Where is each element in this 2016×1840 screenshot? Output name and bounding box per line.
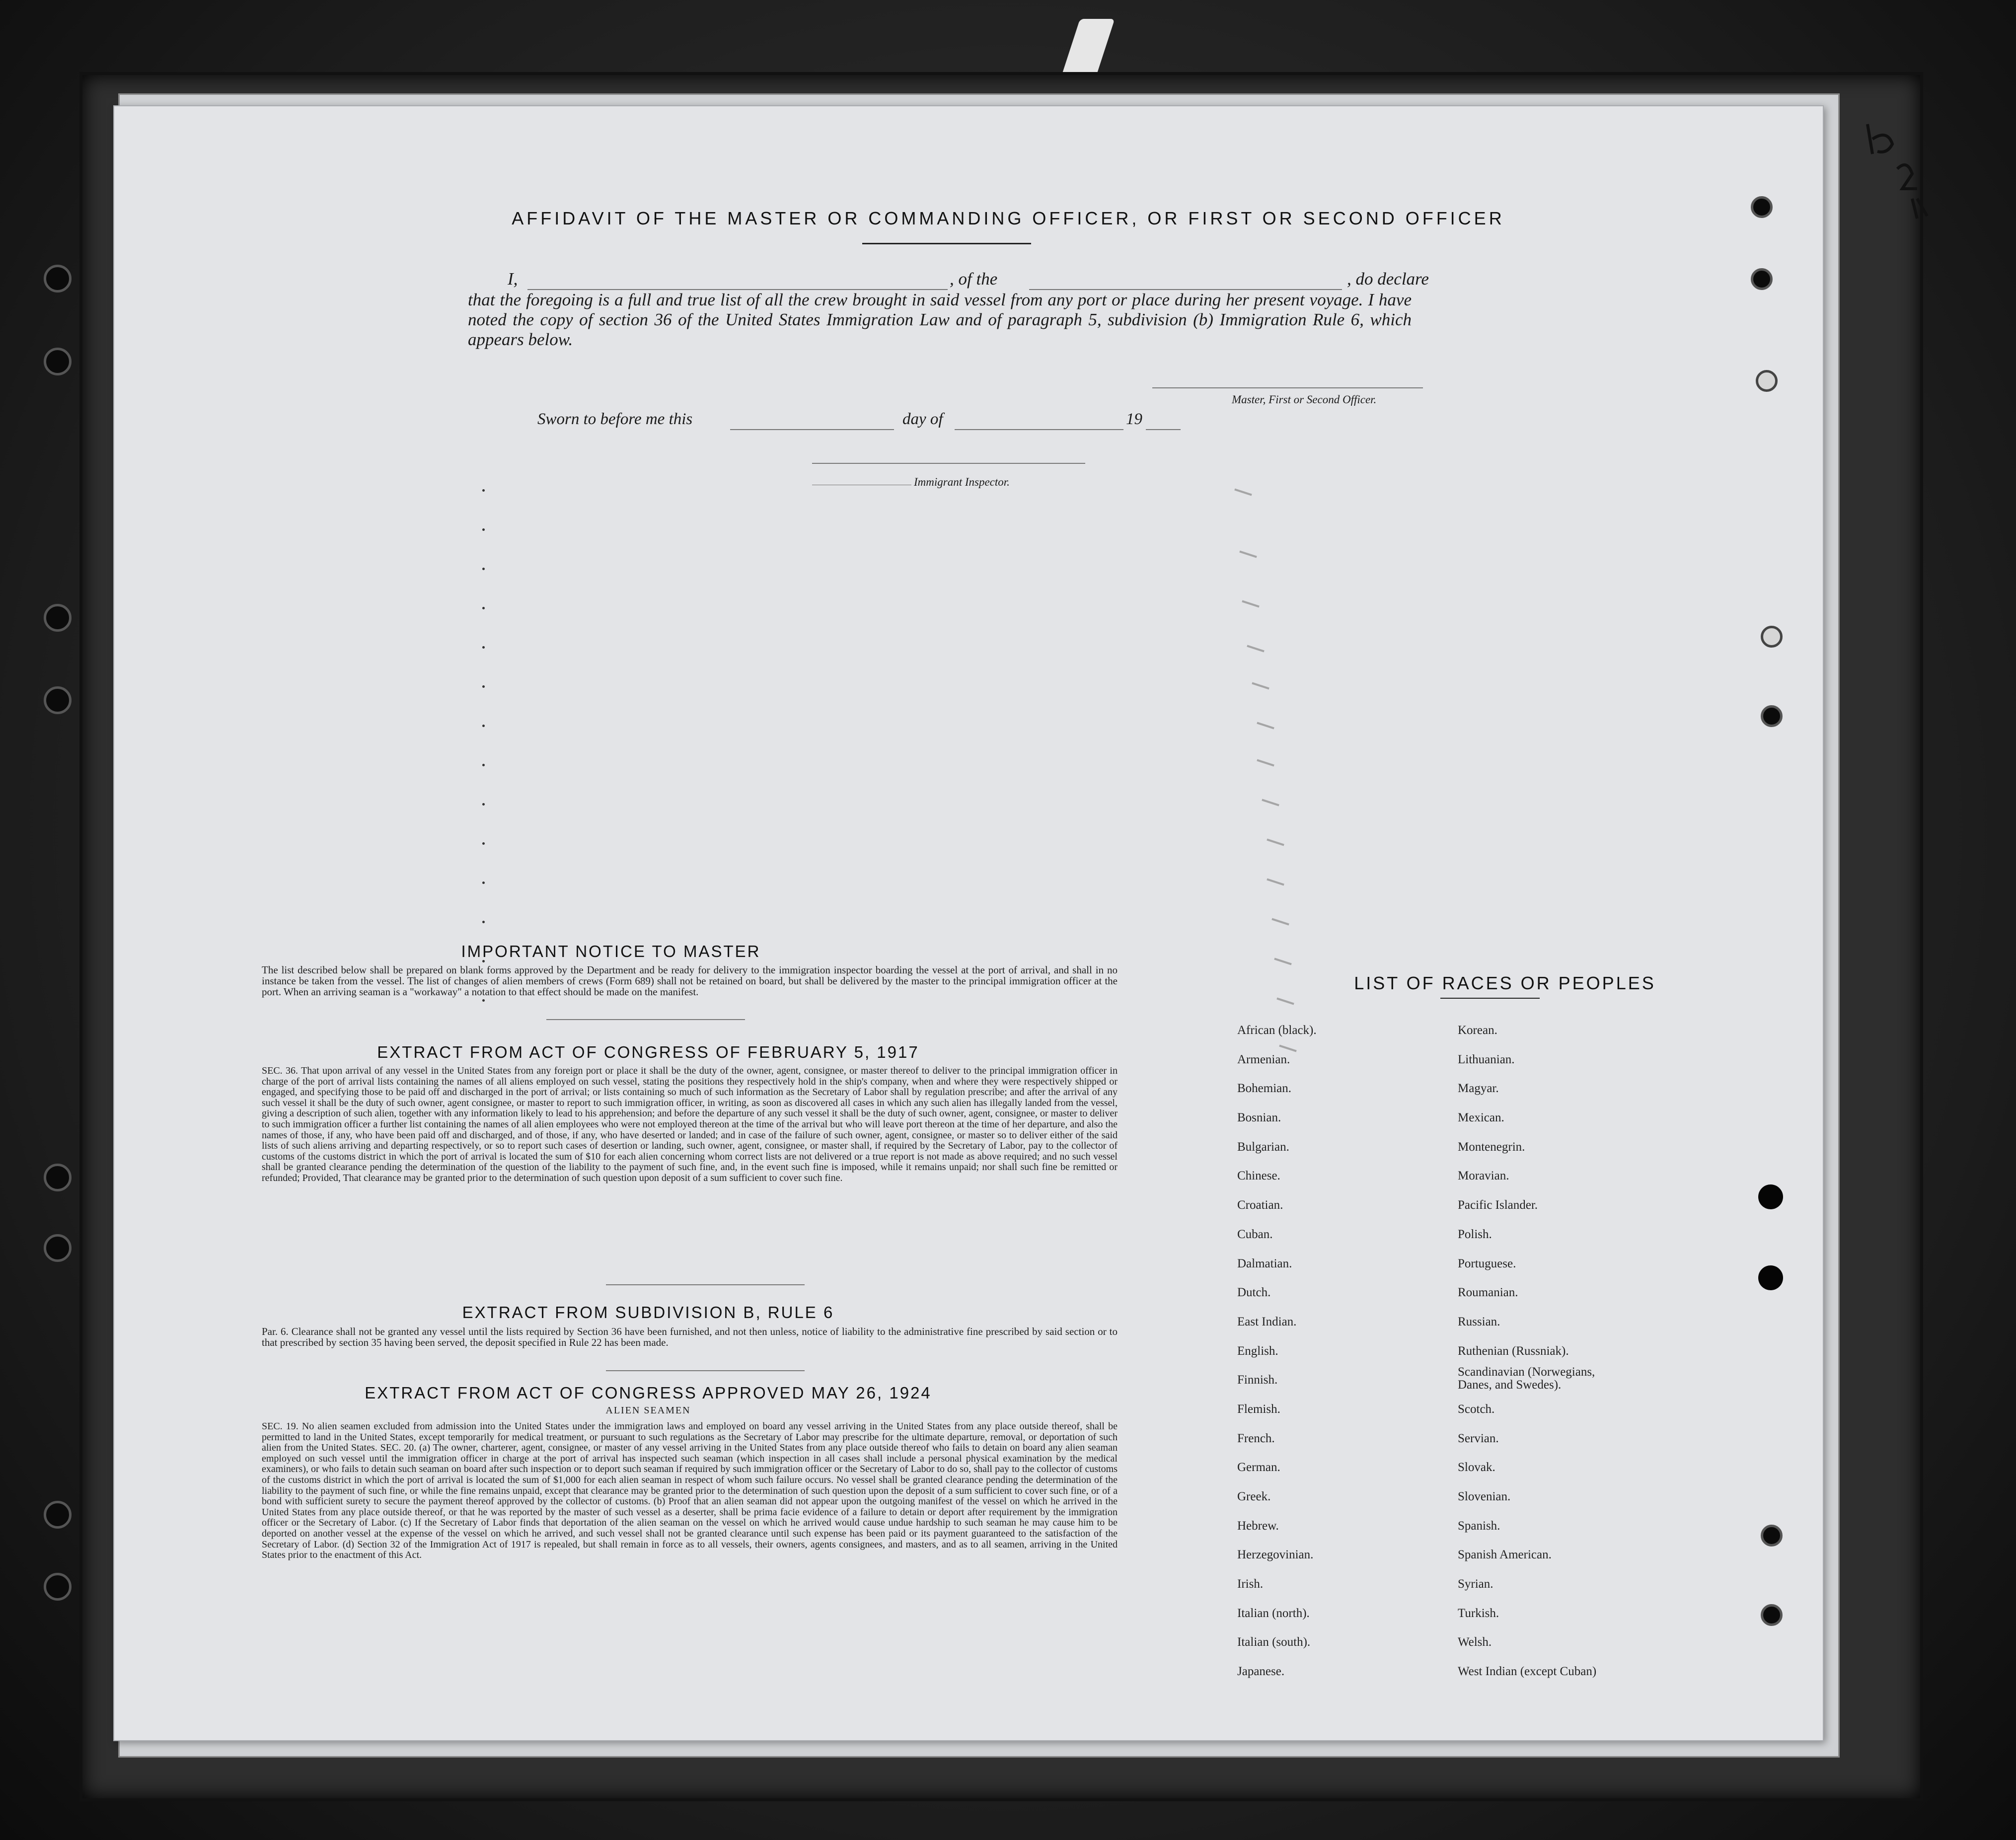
punch-hole xyxy=(1761,626,1783,648)
affidavit-title-rule xyxy=(862,243,1031,244)
race-item: East Indian. xyxy=(1237,1315,1297,1328)
binder-hole xyxy=(44,1573,72,1601)
race-item: Portuguese. xyxy=(1458,1256,1516,1270)
race-item: English. xyxy=(1237,1344,1278,1358)
extract-1917-rule xyxy=(606,1284,805,1285)
race-item: West Indian (except Cuban) xyxy=(1458,1665,1597,1679)
race-item: Montenegrin. xyxy=(1458,1140,1525,1154)
race-item: Bulgarian. xyxy=(1237,1140,1289,1154)
race-item: Armenian. xyxy=(1237,1052,1290,1066)
race-item: Slovak. xyxy=(1458,1461,1495,1474)
race-item: Syrian. xyxy=(1458,1577,1493,1591)
race-item: Spanish. xyxy=(1458,1519,1500,1533)
extract-1924-text: SEC. 19. No alien seamen excluded from admission into the United States under the immigration laws and employed on board any vessel arriving in the United States from any place outside thereof, shall be permitted to land in the United States, except temporarily for medical treatment, or pursuant to such regulations as the Secretary of Labor may prescribe for the ultimate departure, removal, or deportation of such alien from the United States. SEC. 20. (a) The owner, charterer, agent, consignee, or master of any vessel arriving in the United States from any place outside thereof who fails to detain on board any alien seaman employed on such vessel until the immigration officer in charge at the port of arrival has inspected such seaman (which inspection in all cases shall include a personal physical examination by the medical examiners), or who fails to detain such seaman on board after such inspection or to deport such seaman if required by such immigration officer or the Secretary of Labor to do so, shall pay to the collector of customs of the customs district in which the port of arrival is located the sum of $1,000 for each alien seaman in respect of whom such failure occurs. No vessel shall be granted clearance pending the determination of the liability to the payment of such fine, or while the fine remains unpaid, except that clearance may be granted prior to the determination of such question upon the deposit of a sum sufficient to cover such fine, or of a bond with sufficient surety to secure the payment thereof approved by the collector of customs. (b) Proof that an alien seaman did not appear upon the outgoing manifest of the vessel on which he arrived in the United States from any place outside thereof, or that he was reported by the master of such vessel as a deserter, shall be prima facie evidence of a failure to detain or deport after requirement by the immigration officer or the Secretary of Labor. (c) If the Secretary of Labor finds that deportation of the alien seaman on the vessel on which he arrived would cause undue hardship to such seaman he may cause him to be deported on another vessel at the expense of the vessel on which he arrived, and such vessel shall not be granted clearance until such expense has been paid or its payment guaranteed to the satisfaction of the Secretary of Labor. (d) Section 32 of the Immigration Act of 1917 is repealed, but shall remain in force as to all vessels, their owners, agents consignees, and masters, and as to all seamen, arriving in the United States prior to the enactment of this Act. xyxy=(262,1421,1118,1561)
race-item: Magyar. xyxy=(1458,1082,1499,1096)
punch-hole xyxy=(1761,705,1783,727)
race-item: French. xyxy=(1237,1431,1275,1445)
race-item: Lithuanian. xyxy=(1458,1052,1515,1066)
notice-text: The list described below shall be prepared on blank forms approved by the Department and be ready for delivery to the immigration inspector boarding the vessel at the port of arrival, and shall in no instance be taken from the vessel. The list of changes of alien members of crews (Form 689) shall not be retained on board, but shall be delivered by the master to the principal immigration officer at the port. When an arriving seaman is a "workaway" a notation to that effect should be made on the manifest. xyxy=(262,964,1118,998)
race-item: Italian (north). xyxy=(1237,1606,1310,1620)
manifest-page xyxy=(113,105,1824,1741)
sworn-month-blank[interactable] xyxy=(955,429,1123,430)
races-column-2 xyxy=(1458,1016,1627,1687)
extract-1924-title: EXTRACT FROM ACT OF CONGRESS APPROVED MAY 26, 1924 xyxy=(365,1384,932,1402)
margin-dot xyxy=(482,764,485,766)
race-item: African (black). xyxy=(1237,1024,1317,1037)
races-column-1 xyxy=(1237,1016,1317,1687)
punch-hole xyxy=(1756,370,1778,392)
binder-hole xyxy=(44,1501,72,1529)
binder-hole xyxy=(44,604,72,632)
races-title: LIST OF RACES OR PEOPLES xyxy=(1354,973,1656,993)
rule6-text: Par. 6. Clearance shall not be granted any vessel until the lists required by Section 36 have been furnished, and not then unless, notice of liability to the administrative fine prescribed by said section or to that prescribed by section 35 having been served, the deposit specified in Rule 22 has been made. xyxy=(262,1325,1118,1348)
faint-mark xyxy=(1252,682,1269,690)
notice-title: IMPORTANT NOTICE TO MASTER xyxy=(461,942,761,960)
race-item: Servian. xyxy=(1458,1431,1499,1445)
race-item: Turkish. xyxy=(1458,1606,1499,1620)
notice-rule xyxy=(546,1019,745,1020)
faint-mark xyxy=(1239,551,1257,558)
master-caption: Master, First or Second Officer. xyxy=(1232,393,1377,406)
race-item: Polish. xyxy=(1458,1227,1492,1241)
race-item: Ruthenian (Russniak). xyxy=(1458,1344,1569,1358)
margin-dot xyxy=(482,528,485,531)
race-item: Scandinavian (Norwegians, Danes, and Swedes). xyxy=(1458,1365,1595,1392)
race-item: Roumanian. xyxy=(1458,1286,1518,1300)
race-item: Dutch. xyxy=(1237,1286,1271,1300)
sworn-text: Sworn to before me this xyxy=(537,410,693,428)
punch-hole xyxy=(1751,196,1773,218)
race-item: Mexican. xyxy=(1458,1111,1504,1125)
race-item: Flemish. xyxy=(1237,1402,1280,1416)
race-item: Herzegovinian. xyxy=(1237,1548,1314,1562)
margin-dot xyxy=(482,999,485,1002)
faint-mark xyxy=(1242,600,1259,608)
race-item: Croatian. xyxy=(1237,1198,1283,1212)
punch-hole xyxy=(1761,1604,1783,1626)
margin-dot xyxy=(482,882,485,884)
faint-mark xyxy=(1267,839,1284,846)
extract-1917-title: EXTRACT FROM ACT OF CONGRESS OF FEBRUARY 5, 1917 xyxy=(377,1043,919,1061)
race-item: Moravian. xyxy=(1458,1169,1509,1183)
sworn-year-blank[interactable] xyxy=(1146,429,1181,430)
faint-mark xyxy=(1262,799,1279,807)
rule6-rule xyxy=(606,1370,805,1371)
faint-mark xyxy=(1271,918,1289,926)
race-item: Italian (south). xyxy=(1237,1635,1311,1649)
race-item: Scotch. xyxy=(1458,1402,1495,1416)
race-item: Irish. xyxy=(1237,1577,1264,1591)
punch-hole xyxy=(1758,1184,1783,1209)
race-item: Finnish. xyxy=(1237,1373,1278,1387)
margin-dot xyxy=(482,842,485,845)
race-item: Japanese. xyxy=(1237,1665,1285,1679)
race-item: Greek. xyxy=(1237,1490,1271,1503)
margin-dot xyxy=(482,646,485,649)
binder-hole xyxy=(44,686,72,714)
margin-dot xyxy=(482,921,485,923)
race-item: German. xyxy=(1237,1461,1280,1474)
inspector-caption: Immigrant Inspector. xyxy=(914,476,1010,488)
affidavit-body: that the foregoing is a full and true list of all the crew brought in said vessel from any port or place during her present voyage. I have noted the copy of section 36 of the United States Immigration Law and of paragraph 5, subdivision (b) Immigration Rule 6, which appears below. xyxy=(468,290,1412,349)
affidavit-title: AFFIDAVIT OF THE MASTER OR COMMANDING OFFICER, OR FIRST OR SECOND OFFICER xyxy=(512,208,1505,228)
race-item: Slovenian. xyxy=(1458,1490,1511,1503)
race-item: Dalmatian. xyxy=(1237,1256,1292,1270)
binder-hole xyxy=(44,348,72,375)
margin-dot xyxy=(482,685,485,688)
margin-dot xyxy=(482,607,485,609)
race-item: Pacific Islander. xyxy=(1458,1198,1538,1212)
race-item: Spanish American. xyxy=(1458,1548,1552,1562)
race-item: Hebrew. xyxy=(1237,1519,1279,1533)
margin-dot xyxy=(482,803,485,806)
day-of-text: day of xyxy=(902,410,943,428)
faint-mark xyxy=(1274,958,1291,965)
binder-hole xyxy=(44,265,72,293)
corner-handwriting xyxy=(1858,114,1937,223)
affidavit-i: I, xyxy=(508,269,518,289)
race-item: Bosnian. xyxy=(1237,1111,1281,1125)
affidavit-of-the: , of the xyxy=(950,269,998,289)
year-prefix: 19 xyxy=(1126,410,1142,428)
affidavit-do-declare: , do declare xyxy=(1347,269,1429,289)
race-item: Chinese. xyxy=(1237,1169,1280,1183)
faint-mark xyxy=(1234,489,1252,496)
race-item: Korean. xyxy=(1458,1024,1497,1037)
inspector-signature-line[interactable] xyxy=(812,463,1085,464)
faint-mark xyxy=(1276,998,1294,1005)
margin-dot xyxy=(482,725,485,727)
faint-mark xyxy=(1257,759,1274,767)
punch-hole xyxy=(1751,268,1773,290)
race-item: Cuban. xyxy=(1237,1227,1273,1241)
binder-hole xyxy=(44,1234,72,1262)
master-signature-line[interactable] xyxy=(1152,387,1423,388)
race-item: Russian. xyxy=(1458,1315,1500,1328)
races-title-rule xyxy=(1440,998,1540,999)
extract-1917-text: SEC. 36. That upon arrival of any vessel in the United States from any foreign port or place it shall be the duty of the owner, agent, consignee, or master thereof to deliver to the principal immigration officer in charge of the port of arrival lists containing the names of all aliens employed on such vessel, stating the positions they respectively hold in the ship's company, when and where they were respectively shipped or engaged, and specifying those to be paid off and discharged in the port of arrival; or lists containing so much of such information as the Secretary of Labor shall by regulation prescribe; and after the arrival of any such vessel it shall be the duty of such owner, agent consignee, or master to report to such immigration officer, in writing, as soon as discovered all cases in which any such alien has illegally landed from the vessel, giving a description of such alien, together with any information likely to lead to his apprehension; and before the departure of any such vessel it shall be the duty of such owner, agent, consignee, or master to deliver to such immigration officer a further list containing the names of all alien employees who were not employed thereon at the time of the arrival but who will leave port thereon at the time of her departure, and also the names of those, if any, who have been paid off and discharged, and of those, if any, who have deserted or landed; and in case of the failure of such owner, agent, consignee, or master so to deliver either of the said lists of such aliens arriving and departing respectively, or so to report such cases of desertion or landing, such owner, agent, consignee, or master shall, if required by the Secretary of Labor, pay to the collector of customs of the customs district in which the port of arrival is located the sum of $10 for each alien concerning whom correct lists are not delivered or a true report is not made as above required; and no such vessel shall be granted clearance pending the determination of the question of the liability to the payment of such fine, and, in the event such fine is imposed, while it remains unpaid; nor shall such fine be remitted or refunded; Provided, That clearance may be granted prior to the determination of such question upon deposit of a sum sufficient to cover such fine. xyxy=(262,1065,1118,1183)
punch-hole xyxy=(1761,1525,1783,1546)
race-item: Welsh. xyxy=(1458,1635,1492,1649)
sworn-line xyxy=(537,410,1282,435)
race-item: Bohemian. xyxy=(1237,1082,1292,1096)
margin-dot xyxy=(482,489,485,492)
binder-hole xyxy=(44,1164,72,1191)
faint-mark xyxy=(1247,645,1264,653)
extract-1924-subtitle: ALIEN SEAMEN xyxy=(605,1405,691,1416)
faint-mark xyxy=(1267,879,1284,886)
faint-mark xyxy=(1257,722,1274,730)
punch-hole xyxy=(1758,1265,1783,1290)
margin-dot xyxy=(482,568,485,570)
sworn-day-blank[interactable] xyxy=(730,429,894,430)
rule6-title: EXTRACT FROM SUBDIVISION B, RULE 6 xyxy=(462,1303,834,1322)
